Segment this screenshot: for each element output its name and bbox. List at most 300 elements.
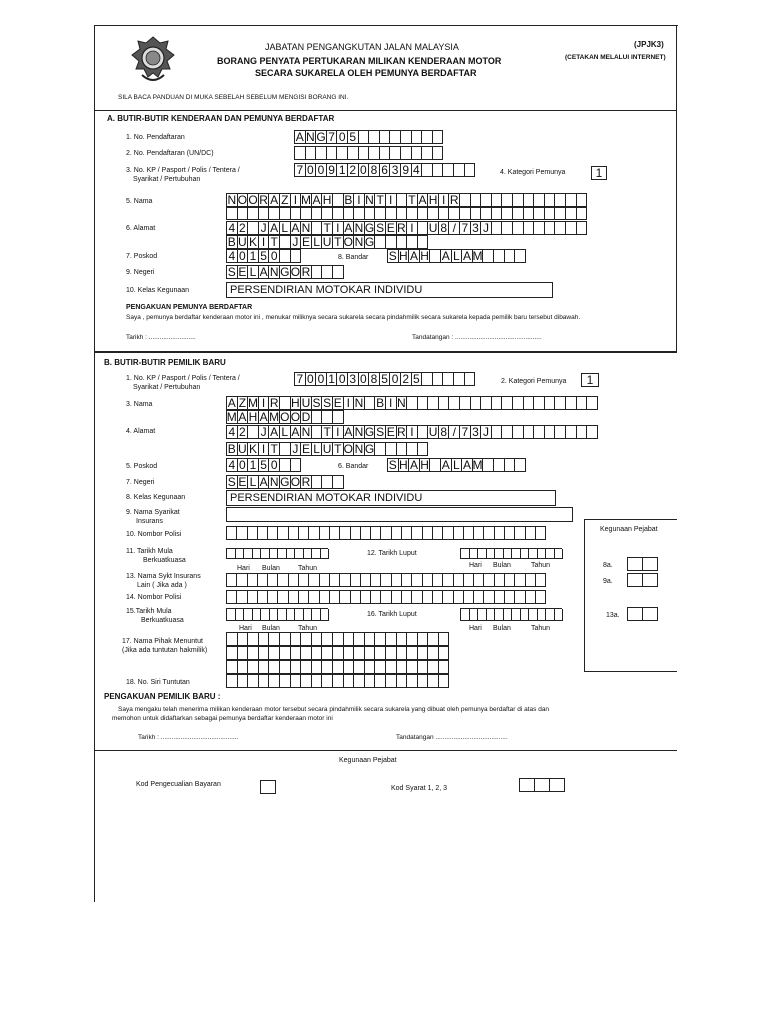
- char-box: M: [472, 458, 483, 472]
- char-box: I: [290, 193, 302, 207]
- label-reg-no-undc: 2. No. Pendaftaran (UN/DC): [126, 150, 214, 157]
- char-box: L: [247, 475, 259, 489]
- claim-no-field[interactable]: [226, 674, 448, 688]
- char-box: A: [295, 130, 304, 144]
- char-box: T: [321, 425, 333, 439]
- label-start-2nd: 15.Tarikh Mula: [126, 608, 172, 615]
- char-box: 0: [358, 163, 370, 177]
- char-box: O: [290, 265, 301, 279]
- char-box: [320, 549, 330, 559]
- char-box: H: [322, 193, 332, 207]
- char-box: A: [238, 410, 247, 424]
- label-year-1: Tahun: [298, 565, 318, 572]
- char-box: 3: [389, 163, 401, 177]
- char-box: J: [290, 442, 302, 456]
- label-address-a: 6. Alamat: [126, 225, 156, 232]
- char-box: [464, 163, 476, 177]
- char-box: G: [280, 475, 290, 489]
- char-box: 0: [315, 372, 327, 386]
- char-box: N: [354, 425, 364, 439]
- char-box: [438, 632, 450, 646]
- label-day-1: Hari: [237, 565, 250, 572]
- label-day-3: Hari: [239, 625, 252, 632]
- postcode-field-a[interactable]: [226, 249, 300, 263]
- char-box: Z: [279, 193, 291, 207]
- label-postcode-a: 7. Poskod: [126, 253, 158, 260]
- char-box: /: [448, 425, 460, 439]
- owner-cat-field-b[interactable]: [581, 373, 598, 387]
- expiry-date-field[interactable]: [460, 548, 562, 559]
- char-box: 8: [368, 163, 380, 177]
- char-box: [438, 674, 450, 688]
- char-box: H: [428, 193, 438, 207]
- label-year-3: Tahun: [298, 625, 318, 632]
- char-box: R: [396, 221, 406, 235]
- char-box: O: [343, 235, 353, 249]
- label-start: 11. Tarikh Mula: [126, 548, 173, 555]
- char-box: 1: [336, 163, 348, 177]
- char-box: M: [300, 193, 311, 207]
- char-box: A: [441, 249, 450, 263]
- char-box: G: [364, 442, 375, 456]
- char-box: [417, 235, 429, 249]
- label-claim-no: 18. No. Siri Tuntutan: [126, 679, 190, 686]
- label-name-a: 5. Nama: [126, 198, 153, 205]
- condition-code-field[interactable]: [519, 778, 564, 792]
- char-box: 5: [379, 372, 391, 386]
- char-box: L: [279, 425, 291, 439]
- label-city-a: 8. Bandar: [338, 254, 369, 261]
- char-box: 0: [237, 458, 249, 472]
- label-claimant: 17. Nama Pihak Menuntut: [122, 638, 203, 645]
- char-box: L: [311, 235, 323, 249]
- label-exemption-code: Kod Pengecualian Bayaran: [136, 781, 221, 788]
- char-box: [438, 660, 450, 674]
- char-box: 1: [591, 166, 607, 180]
- office-8a-label: 8a.: [603, 562, 613, 569]
- char-box: E: [238, 265, 247, 279]
- char-box: L: [279, 221, 291, 235]
- expiry-date-field-2[interactable]: [460, 608, 562, 621]
- reg-no-field[interactable]: [294, 130, 442, 144]
- office-section-title: Kegunaan Pejabat: [339, 757, 397, 764]
- city-field-b[interactable]: [387, 458, 525, 472]
- char-box: 5: [347, 130, 359, 144]
- address-field-a-line2[interactable]: [226, 235, 427, 249]
- declaration-b-title: PENGAKUAN PEMILIK BARU :: [104, 692, 221, 701]
- char-box: G: [364, 425, 375, 439]
- id-no-field-a[interactable]: [294, 163, 474, 177]
- declaration-a-title: PENGAKUAN PEMUNYA BERDAFTAR: [126, 304, 253, 311]
- char-box: D: [301, 410, 311, 424]
- char-box: U: [322, 235, 332, 249]
- label-month-4: Bulan: [493, 625, 511, 632]
- char-box: [514, 458, 526, 472]
- char-box: [535, 526, 546, 540]
- declaration-b-text-2: memohon untuk didaftarkan sebagai pemunya berdaftar kenderaan motor ini: [112, 715, 333, 722]
- char-box: I: [406, 425, 418, 439]
- address-field-b-line2[interactable]: [226, 442, 427, 456]
- exemption-code-field[interactable]: [260, 780, 276, 794]
- char-box: 5: [258, 458, 270, 472]
- char-box: T: [332, 235, 344, 249]
- char-box: A: [270, 193, 279, 207]
- office-9a-label: 9a.: [603, 578, 613, 585]
- char-box: U: [238, 442, 247, 456]
- char-box: 0: [237, 249, 249, 263]
- char-box: [432, 146, 444, 160]
- char-box: E: [301, 442, 310, 456]
- label-other-insurer-2: Lain ( Jika ada ): [137, 582, 187, 589]
- char-box: S: [323, 396, 332, 410]
- label-expiry: 12. Tarikh Luput: [367, 550, 417, 557]
- char-box: N: [365, 193, 374, 207]
- char-box: H: [248, 410, 258, 424]
- char-box: [642, 607, 658, 621]
- label-year-4: Tahun: [531, 625, 551, 632]
- char-box: A: [462, 249, 471, 263]
- form-right-border: [676, 25, 677, 351]
- char-box: [627, 573, 643, 587]
- char-box: A: [344, 221, 353, 235]
- char-box: 7: [294, 163, 306, 177]
- char-box: J: [480, 425, 492, 439]
- char-box: 4: [226, 221, 238, 235]
- state-field-a[interactable]: [226, 265, 343, 279]
- char-box: B: [344, 193, 353, 207]
- char-box: [519, 778, 535, 792]
- char-box: 0: [305, 163, 317, 177]
- label-month-1: Bulan: [262, 565, 280, 572]
- divider-section-b: [94, 750, 677, 751]
- declaration-b-text-1: Saya mengaku telah menerima milikan kenderaan motor tersebut secara pindahmilik secara sukarela yang dibuat oleh pemunya berdaftar di atas dan: [118, 706, 550, 713]
- char-box: A: [259, 410, 268, 424]
- char-box: 7: [294, 372, 306, 386]
- char-box: [576, 207, 588, 220]
- char-box: T: [268, 235, 280, 249]
- label-state-a: 9. Negeri: [126, 269, 155, 276]
- char-box: [535, 590, 546, 604]
- char-box: 0: [268, 458, 280, 472]
- char-box: 4: [226, 458, 238, 472]
- char-box: G: [280, 265, 290, 279]
- char-box: A: [270, 425, 279, 439]
- office-use-title: Kegunaan Pejabat: [600, 526, 658, 533]
- char-box: [332, 410, 344, 424]
- char-box: [576, 193, 588, 207]
- char-box: U: [428, 221, 438, 235]
- char-box: [290, 458, 302, 472]
- char-box: [554, 609, 564, 621]
- char-box: L: [311, 442, 323, 456]
- char-box: 1: [326, 372, 338, 386]
- char-box: K: [248, 442, 257, 456]
- char-box: 3: [347, 372, 359, 386]
- signature-field-b[interactable]: Tandatangan ........................................: [396, 734, 508, 741]
- char-box: N: [354, 442, 364, 456]
- char-box: N: [354, 221, 364, 235]
- char-box: E: [301, 235, 310, 249]
- form-title-line2: SECARA SUKARELA OLEH PEMUNYA BERDAFTAR: [255, 68, 477, 78]
- char-box: /: [448, 221, 460, 235]
- instruction-note: SILA BACA PANDUAN DI MUKA SEBELAH SEBELUM MENGISI BORANG INI.: [118, 94, 349, 101]
- char-box: A: [291, 221, 300, 235]
- char-box: S: [312, 396, 321, 410]
- usage-field-b[interactable]: PERSENDIRIAN MOTOKAR INDIVIDU: [226, 490, 556, 506]
- char-box: N: [301, 221, 311, 235]
- id-no-field-b[interactable]: [294, 372, 474, 386]
- char-box: S: [376, 425, 385, 439]
- char-box: A: [227, 396, 236, 410]
- char-box: H: [291, 396, 300, 410]
- char-box: [586, 396, 598, 410]
- char-box: S: [388, 458, 397, 472]
- char-box: A: [344, 425, 353, 439]
- char-box: 0: [305, 372, 317, 386]
- char-box: [554, 549, 564, 559]
- department-name: JABATAN PENGANGKUTAN JALAN MALAYSIA: [265, 42, 459, 52]
- char-box: N: [354, 235, 364, 249]
- char-box: B: [227, 235, 236, 249]
- char-box: 1: [247, 249, 259, 263]
- char-box: A: [259, 265, 268, 279]
- label-insurer: 9. Nama Syarikat: [126, 509, 180, 516]
- char-box: 3: [470, 221, 482, 235]
- label-start-2: Berkuatkuasa: [143, 557, 186, 564]
- char-box: 0: [389, 372, 401, 386]
- char-box: [514, 249, 526, 263]
- char-box: [417, 442, 429, 456]
- char-box: 7: [326, 130, 338, 144]
- signature-field-a[interactable]: Tandatangan : ................................................: [412, 334, 542, 341]
- date-field-a[interactable]: Tarikh : ..........................: [126, 334, 196, 341]
- char-box: [549, 778, 565, 792]
- char-box: J: [480, 221, 492, 235]
- char-box: [627, 557, 643, 571]
- label-address-b: 4. Alamat: [126, 428, 156, 435]
- insurer-field[interactable]: [226, 507, 573, 522]
- char-box: L: [451, 249, 463, 263]
- divider-header: [94, 110, 677, 111]
- char-box: H: [399, 249, 408, 263]
- char-box: [320, 609, 330, 621]
- char-box: [464, 372, 476, 386]
- label-day-2: Hari: [469, 562, 482, 569]
- label-owner-cat-a: 4. Kategori Pemunya: [500, 169, 566, 176]
- char-box: S: [388, 249, 397, 263]
- char-box: E: [333, 396, 342, 410]
- char-box: 8: [438, 425, 450, 439]
- label-state-b: 7. Negeri: [126, 479, 155, 486]
- char-box: [332, 265, 344, 279]
- char-box: G: [316, 130, 326, 144]
- char-box: L: [247, 265, 259, 279]
- name-field-b-line1[interactable]: [226, 396, 597, 410]
- char-box: U: [428, 425, 438, 439]
- char-box: R: [269, 396, 279, 410]
- start-date-field[interactable]: [226, 548, 328, 559]
- start-date-field-2[interactable]: [226, 608, 328, 621]
- char-box: 0: [336, 130, 348, 144]
- char-box: [438, 646, 450, 660]
- char-box: R: [301, 475, 311, 489]
- char-box: R: [396, 425, 406, 439]
- label-day-4: Hari: [469, 625, 482, 632]
- claimant-field-line3[interactable]: [226, 660, 448, 674]
- char-box: [535, 573, 546, 587]
- office-8a-field[interactable]: [627, 557, 657, 571]
- char-box: B: [227, 442, 236, 456]
- char-box: 7: [459, 221, 471, 235]
- char-box: 6: [379, 163, 391, 177]
- label-id-no-a-2: Syarikat / Pertubuhan: [133, 176, 201, 183]
- char-box: M: [247, 396, 258, 410]
- char-box: N: [354, 396, 364, 410]
- char-box: 0: [336, 372, 348, 386]
- char-box: T: [406, 193, 418, 207]
- char-box: Z: [237, 396, 249, 410]
- label-owner-cat-b: 2. Kategori Pemunya: [501, 378, 567, 385]
- char-box: 7: [459, 425, 471, 439]
- char-box: 0: [315, 163, 327, 177]
- char-box: A: [409, 458, 418, 472]
- char-box: I: [258, 442, 270, 456]
- label-expiry-2: 16. Tarikh Luput: [367, 611, 417, 618]
- address-field-a-line1[interactable]: [226, 221, 586, 235]
- name-field-b-line2[interactable]: [226, 410, 343, 424]
- reg-no-undc-field[interactable]: [294, 146, 442, 160]
- char-box: I: [438, 193, 450, 207]
- char-box: T: [268, 442, 280, 456]
- char-box: A: [462, 458, 471, 472]
- char-box: 4: [226, 249, 238, 263]
- label-usage-a: 10. Kelas Kegunaan: [126, 287, 190, 294]
- city-field-a[interactable]: [387, 249, 525, 263]
- char-box: [642, 573, 658, 587]
- office-9a-field[interactable]: [627, 573, 657, 587]
- divider-section-a: [94, 351, 677, 353]
- char-box: O: [343, 442, 353, 456]
- char-box: A: [418, 193, 427, 207]
- char-box: L: [451, 458, 463, 472]
- char-box: E: [386, 425, 395, 439]
- label-reg-no: 1. No. Pendaftaran: [126, 134, 185, 141]
- char-box: A: [270, 221, 279, 235]
- usage-field-a[interactable]: PERSENDIRIAN MOTOKAR INDIVIDU: [226, 282, 553, 298]
- char-box: I: [353, 193, 365, 207]
- char-box: E: [386, 221, 395, 235]
- char-box: I: [332, 425, 344, 439]
- owner-cat-field-a[interactable]: [591, 166, 606, 180]
- char-box: N: [396, 396, 406, 410]
- char-box: 8: [438, 221, 450, 235]
- address-field-b-line1[interactable]: [226, 425, 597, 439]
- char-box: A: [441, 458, 450, 472]
- char-box: N: [306, 130, 315, 144]
- char-box: N: [269, 265, 279, 279]
- label-policy: 10. Nombor Polisi: [126, 531, 182, 538]
- form-title-line1: BORANG PENYATA PERTUKARAN MILIKAN KENDERAAN MOTOR: [217, 56, 502, 66]
- char-box: A: [291, 425, 300, 439]
- char-box: 4: [226, 425, 238, 439]
- label-month-3: Bulan: [262, 625, 280, 632]
- char-box: O: [290, 410, 301, 424]
- char-box: [290, 249, 302, 263]
- char-box: H: [420, 458, 429, 472]
- section-b-heading: B. BUTIR-BUTIR PEMILIK BARU: [104, 358, 226, 367]
- state-field-b[interactable]: [226, 475, 343, 489]
- char-box: J: [258, 425, 270, 439]
- label-name-b: 3. Nama: [126, 401, 153, 408]
- char-box: R: [259, 193, 268, 207]
- char-box: S: [227, 265, 236, 279]
- other-insurer-field[interactable]: [226, 573, 545, 587]
- char-box: 2: [347, 163, 359, 177]
- claimant-field-line2[interactable]: [226, 646, 448, 660]
- char-box: 2: [400, 372, 412, 386]
- char-box: E: [238, 475, 247, 489]
- label-claimant-2: (Jika ada tuntutan hakmilik): [122, 647, 208, 654]
- label-condition-code: Kod Syarat 1, 2, 3: [391, 785, 448, 792]
- claimant-field-line1[interactable]: [226, 632, 448, 646]
- name-field-a-line1[interactable]: [226, 193, 586, 207]
- char-box: [642, 557, 658, 571]
- char-box: [332, 475, 344, 489]
- label-id-no-b-2: Syarikat / Pertubuhan: [133, 384, 201, 391]
- policy-field[interactable]: [226, 526, 545, 540]
- label-insurer-2: Insurans: [136, 518, 163, 525]
- office-13a-label: 13a.: [606, 612, 620, 619]
- char-box: S: [227, 475, 236, 489]
- form-code: (JPJK3): [634, 40, 664, 49]
- char-box: H: [420, 249, 429, 263]
- date-field-b[interactable]: Tarikh : ...........................................: [138, 734, 239, 741]
- char-box: S: [376, 221, 385, 235]
- char-box: O: [290, 475, 301, 489]
- char-box: T: [374, 193, 386, 207]
- char-box: I: [343, 396, 355, 410]
- policy-field-2[interactable]: [226, 590, 545, 604]
- char-box: K: [248, 235, 257, 249]
- char-box: 5: [258, 249, 270, 263]
- postcode-field-b[interactable]: [226, 458, 300, 472]
- char-box: A: [409, 249, 418, 263]
- char-box: A: [312, 193, 321, 207]
- char-box: M: [472, 249, 483, 263]
- office-13a-field[interactable]: [627, 607, 657, 621]
- char-box: A: [259, 475, 268, 489]
- char-box: 1: [581, 373, 599, 387]
- char-box: 3: [470, 425, 482, 439]
- char-box: M: [269, 410, 280, 424]
- char-box: M: [226, 410, 237, 424]
- char-box: T: [321, 221, 333, 235]
- char-box: R: [301, 265, 311, 279]
- char-box: [534, 778, 550, 792]
- char-box: 8: [368, 372, 380, 386]
- char-box: 5: [411, 372, 423, 386]
- char-box: R: [449, 193, 459, 207]
- char-box: I: [385, 193, 397, 207]
- office-use-panel: [584, 519, 677, 672]
- char-box: N: [269, 475, 279, 489]
- char-box: [586, 425, 598, 439]
- char-box: U: [322, 442, 332, 456]
- label-postcode-b: 5. Poskod: [126, 463, 158, 470]
- name-field-a-line2[interactable]: [226, 207, 586, 220]
- char-box: 0: [268, 249, 280, 263]
- char-box: G: [364, 235, 375, 249]
